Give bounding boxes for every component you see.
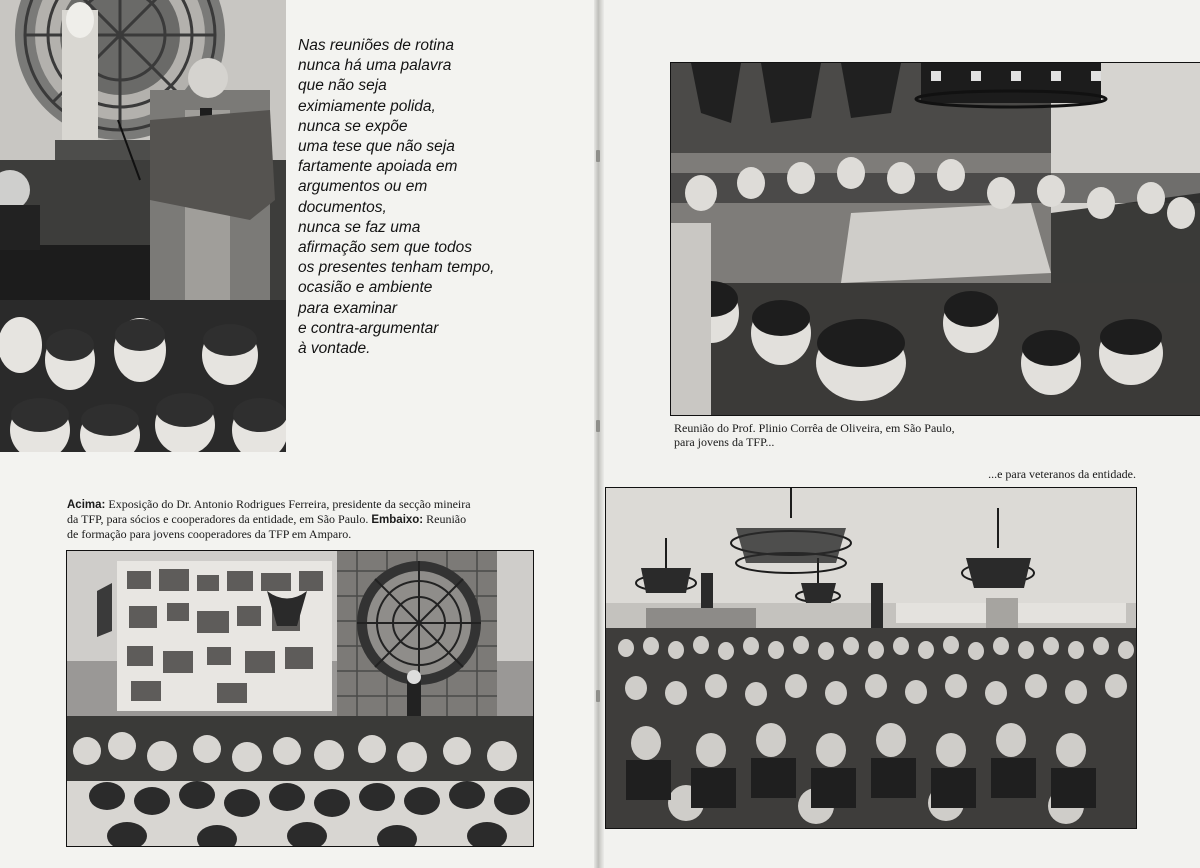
pull-quote-line: nunca se faz uma [298,218,421,236]
pull-quote-line: uma tese que não seja [298,138,455,156]
caption-text-below: Reunião [426,512,467,526]
caption-text-below-2: de formação para jovens cooperadores da TFP em Amparo. [67,527,352,541]
photo-youth-meeting-image [671,63,1200,415]
pull-quote-line: Nas reuniões de rotina [298,37,454,54]
caption-right-bottom-line-1: ...e para veteranos da entidade. [988,467,1136,481]
staple-mark [596,150,600,162]
pull-quote-line: documentos, [298,198,387,216]
pull-quote [298,36,568,359]
pull-quote-line: que não seja [298,77,387,95]
staple-mark [596,420,600,432]
photo-exhibition-amparo [66,550,534,847]
caption-right-bottom [940,467,1136,481]
pull-quote-line: nunca se expõe [298,117,408,135]
caption-left [67,497,537,541]
pull-quote-line: fartamente apoiada em [298,158,458,176]
caption-text-above-2: da TFP, para sócios e cooperadores da entidade, em São Paulo. [67,512,369,526]
pull-quote-line: argumentos ou em [298,178,428,196]
photo-exhibition-amparo-image [67,551,533,846]
pull-quote-line: e contra-argumentar [298,319,439,337]
pull-quote-line: eximiamente polida, [298,97,436,115]
caption-label-above: Acima: [67,499,106,511]
caption-text-above: Exposição do Dr. Antonio Rodrigues Ferreira, presidente da secção mineira [108,497,471,511]
caption-right-top-line-2: para jovens da TFP... [674,435,775,449]
photo-youth-meeting [670,62,1200,416]
pull-quote-line: nunca há uma palavra [298,57,452,75]
pull-quote-line: à vontade. [298,340,371,358]
pull-quote-line: afirmação sem que todos [298,239,473,257]
caption-right-top [674,421,1094,449]
caption-right-top-line-1: Reunião do Prof. Plinio Corrêa de Oliveira, em São Paulo, [674,421,955,435]
pull-quote-line: os presentes tenham tempo, [298,259,495,277]
photo-veterans-hall-image [606,488,1136,828]
caption-left-line-2 [67,512,537,527]
staple-mark [596,690,600,702]
photo-veterans-hall [605,487,1137,829]
photo-speaker-rose-window [0,0,286,452]
page-gutter [594,0,604,868]
caption-label-below: Embaixo: [371,514,424,526]
pull-quote-line: para examinar [298,299,398,317]
photo-speaker-rose-window-image [0,0,286,452]
caption-left-line-1 [67,497,537,512]
pull-quote-line: ocasião e ambiente [298,279,433,297]
